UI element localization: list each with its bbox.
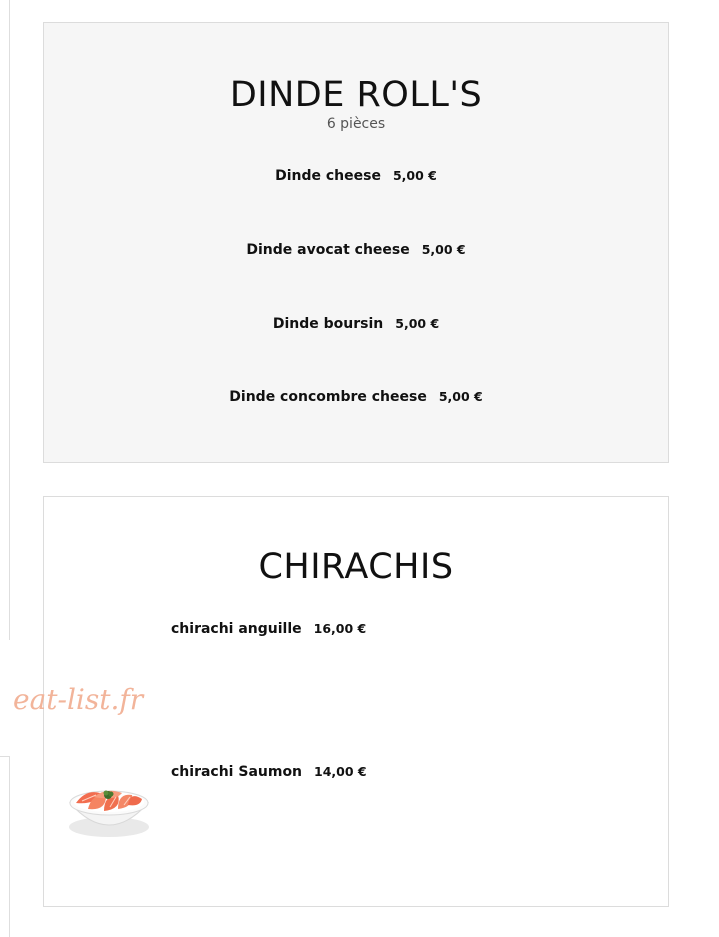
menu-item-price: 5,00 € xyxy=(421,242,466,257)
section-title: DINDE ROLL'S xyxy=(229,75,483,115)
menu-section-dinde-rolls xyxy=(43,22,669,463)
menu-item-price: 5,00 € xyxy=(395,316,440,331)
menu-item-price: 5,00 € xyxy=(438,389,483,404)
watermark-text: eat-list.fr xyxy=(13,683,144,716)
left-panel-edge xyxy=(0,0,10,640)
menu-item-name: chirachi anguille xyxy=(171,621,302,637)
section-subtitle: 6 pièces xyxy=(326,116,386,132)
menu-item-price: 14,00 € xyxy=(314,764,367,779)
left-panel-edge-lower xyxy=(0,756,10,937)
menu-item-name: Dinde concombre cheese xyxy=(229,389,427,405)
menu-item-price: 5,00 € xyxy=(392,168,437,183)
menu-item xyxy=(44,168,668,184)
menu-item-name: Dinde avocat cheese xyxy=(246,242,410,258)
menu-item-name: Dinde boursin xyxy=(272,316,384,332)
menu-item-name: chirachi Saumon xyxy=(171,764,303,780)
menu-item xyxy=(44,389,668,405)
section-title: CHIRACHIS xyxy=(258,547,454,587)
menu-item xyxy=(44,316,668,332)
menu-item xyxy=(44,242,668,258)
menu-item-price: 16,00 € xyxy=(313,621,367,636)
menu-item-name: Dinde cheese xyxy=(275,168,381,184)
menu-item xyxy=(171,621,366,637)
salmon-chirashi-bowl-image[interactable] xyxy=(66,769,152,841)
menu-item xyxy=(171,764,367,780)
